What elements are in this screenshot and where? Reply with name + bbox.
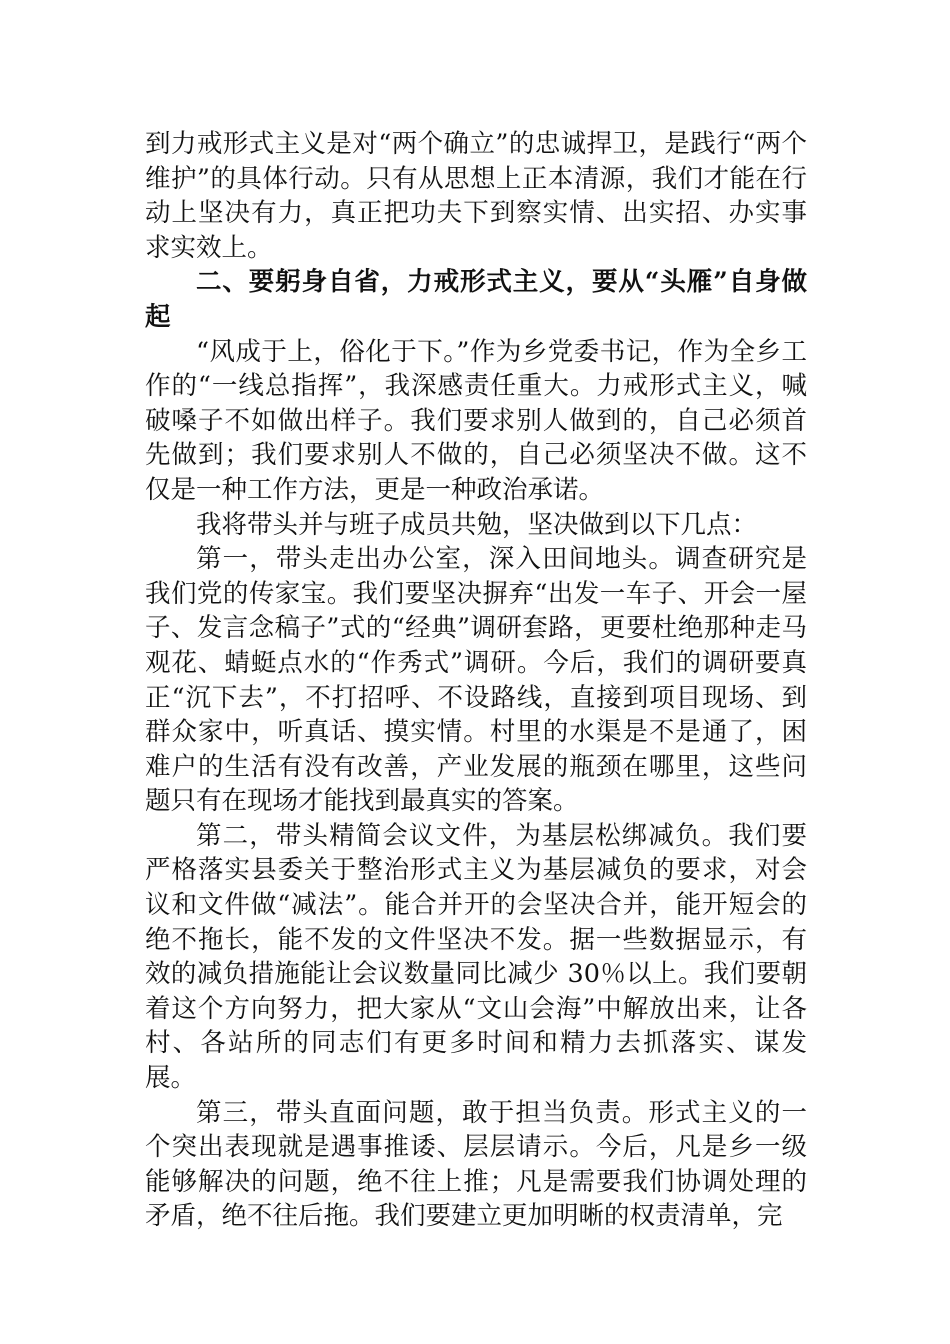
section-heading: 二、要躬身自省，力戒形式主义，要从“头雁”自身做起 [145, 267, 807, 332]
paragraph-point-one: 第一，带头走出办公室，深入田间地头。调查研究是我们党的传家宝。我们要坚决摒弃“出发一车子、开会一屋子、发言念稿子”式的“经典”调研套路，更要杜绝那种走马观花、蜻蜓点水的“作秀式”调研。今后，我们的调研要真正“沉下去”，不打招呼、不设路线，直接到项目现场、到群众家中，听真话、摸实情。村里的水渠是不是通了，困难户的生活有没有改善，产业发展的瓶颈在哪里，这些问题只有在现场才能找到最真实的答案。 [145, 544, 807, 817]
paragraph-body: 我将带头并与班子成员共勉，坚决做到以下几点： [196, 509, 758, 540]
paragraph-body: “风成于上，俗化于下。”作为乡党委书记，作为全乡工作的“一线总指挥”，我深感责任重大。力戒形式主义，喊破嗓子不如做出样子。我们要求别人做到的，自己必须首先做到；我们要求别人不做的，自己必须坚决不做。这不仅是一种工作方法，更是一种政治承诺。 [145, 336, 807, 505]
paragraph-point-three: 第三，带头直面问题，敢于担当负责。形式主义的一个突出表现就是遇事推诿、层层请示。今后，凡是乡一级能够解决的问题，绝不往上推；凡是需要我们协调处理的矛盾，绝不往后拖。我们要建立更加明晰的权责清单，完 [145, 1097, 807, 1232]
document-body [145, 127, 807, 1234]
paragraph-point-two: 第二，带头精简会议文件，为基层松绑减负。我们要严格落实县委关于整治形式主义为基层减负的要求，对会议和文件做“减法”。能合并开的会坚决合并，能开短会的绝不拖长，能不发的文件坚决不发。据一些数据显示，有效的减负措施能让会议数量同比减少 30％以上。我们要朝着这个方向努力，把大家从“文山会海”中解放出来，让各村、各站所的同志们有更多时间和精力去抓落实、谋发展。 [145, 820, 807, 1094]
paragraph-continuation: 到力戒形式主义是对“两个确立”的忠诚捍卫，是践行“两个维护”的具体行动。只有从思想上正本清源，我们才能在行动上坚决有力，真正把功夫下到察实情、出实招、办实事求实效上。 [145, 129, 807, 263]
